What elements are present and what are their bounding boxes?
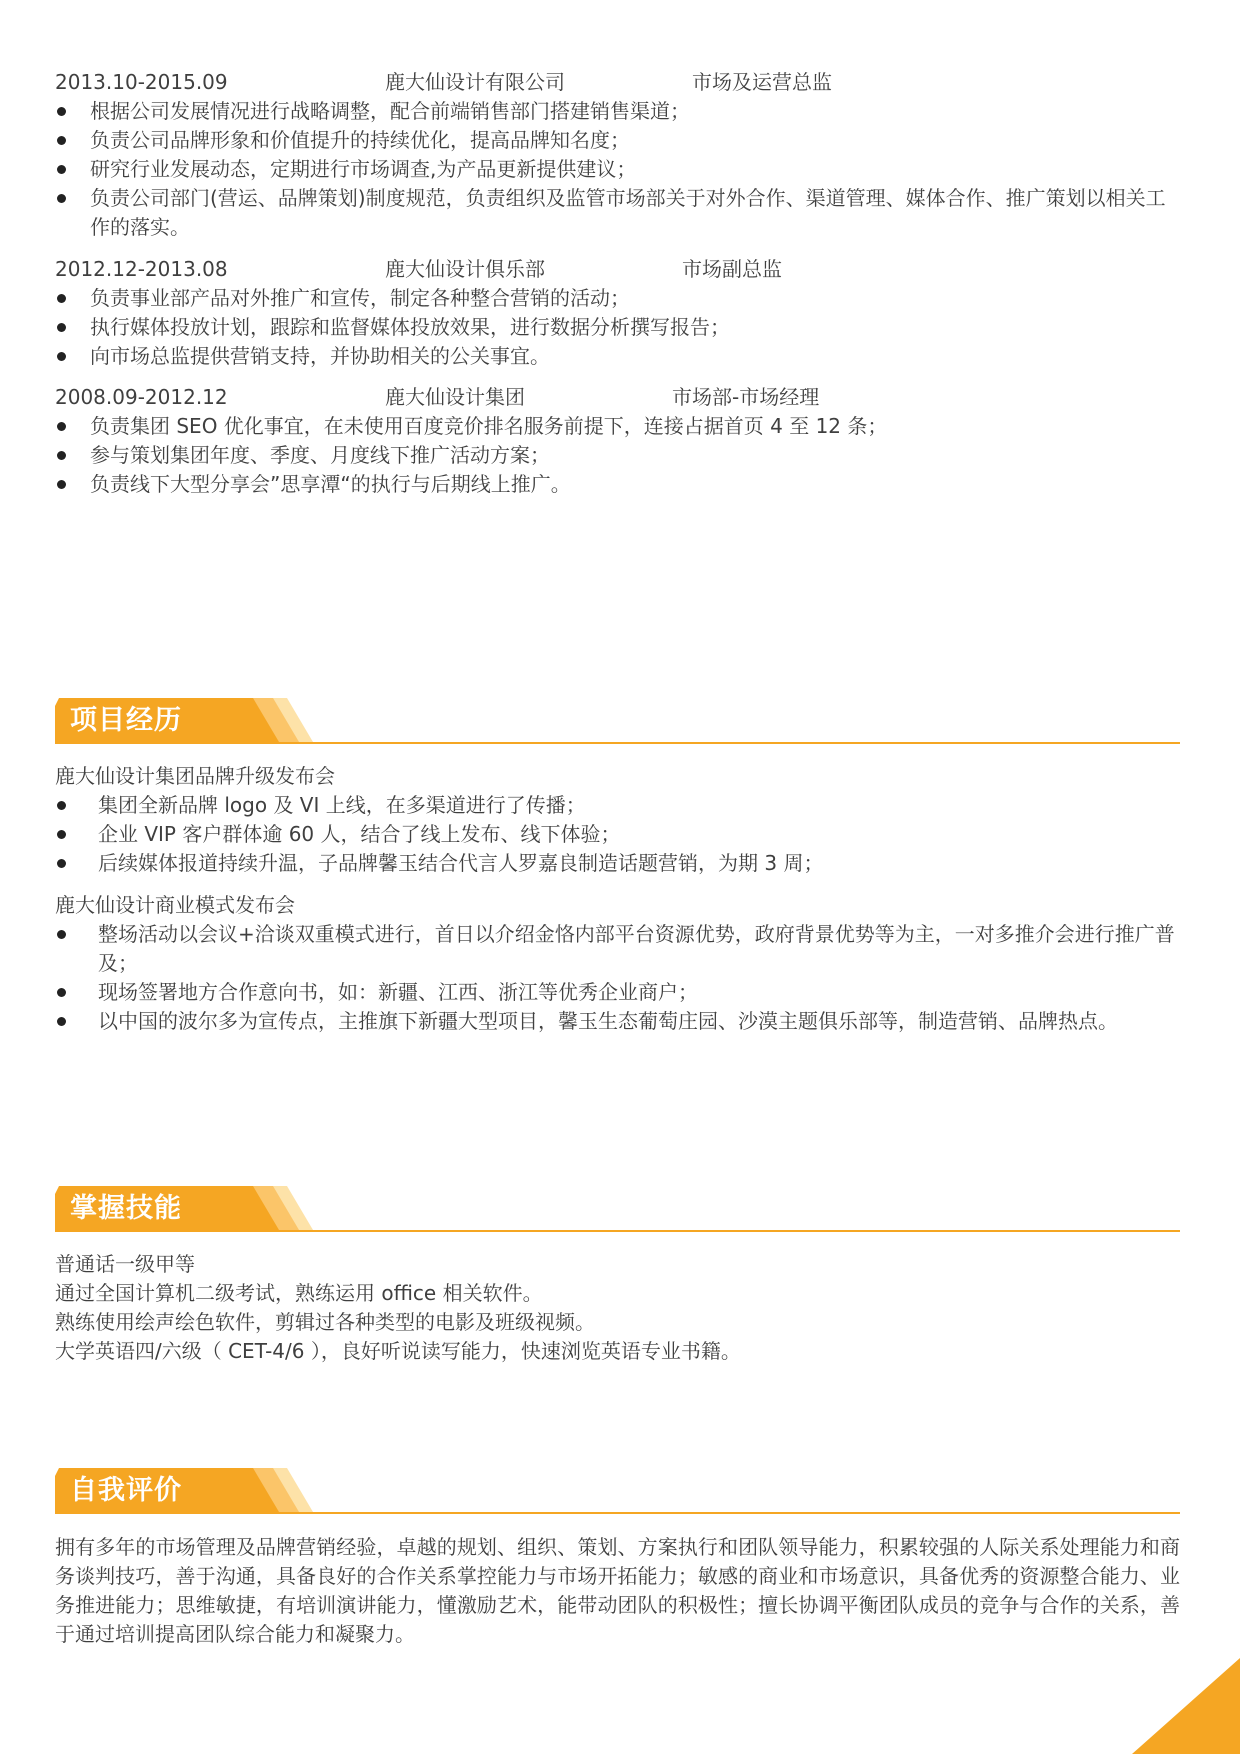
list-item: 现场签署地方合作意向书，如：新疆、江西、浙江等优秀企业商户； [55,978,1180,1007]
section-divider [55,1512,1180,1514]
section-divider [55,1230,1180,1232]
work-company: 鹿大仙设计集团 [385,385,525,409]
project-points [55,920,1180,1036]
list-item: 向市场总监提供营销支持，并协助相关的公关事宜。 [55,342,1180,371]
work-entry [55,68,1180,242]
work-entry [55,255,1180,371]
work-entry [55,383,1180,499]
work-period: 2008.09-2012.12 [55,385,228,409]
section-skills-header [55,1186,1180,1232]
work-title: 市场副总监 [682,257,782,281]
corner-decoration [1132,1658,1240,1754]
list-item: 执行媒体投放计划，跟踪和监督媒体投放效果，进行数据分析撰写报告； [55,313,1180,342]
list-item: 根据公司发展情况进行战略调整，配合前端销售部门搭建销售渠道； [55,97,1180,126]
work-company: 鹿大仙设计有限公司 [385,70,565,94]
list-item: 整场活动以会议+洽谈双重模式进行，首日以介绍金恪内部平台资源优势，政府背景优势等为主，一对多推介会进行推广普及； [55,920,1180,978]
project-entry [55,762,1180,878]
list-item: 以中国的波尔多为宣传点，主推旗下新疆大型项目，馨玉生态葡萄庄园、沙漠主题俱乐部等，制造营销、品牌热点。 [55,1007,1180,1036]
list-item: 负责线下大型分享会”思享潭“的执行与后期线上推广。 [55,470,1180,499]
work-company: 鹿大仙设计俱乐部 [385,257,545,281]
work-title: 市场及运营总监 [692,70,832,94]
list-item: 负责事业部产品对外推广和宣传，制定各种整合营销的活动； [55,284,1180,313]
work-entry-header [55,68,1180,97]
section-title: 项目经历 [70,705,182,736]
work-duties [55,412,1180,499]
skills-list [55,1250,1180,1366]
section-divider [55,742,1180,744]
work-duties [55,284,1180,371]
section-self-header [55,1468,1180,1514]
project-points [55,791,1180,878]
work-title: 市场部-市场经理 [672,385,820,409]
skill-line: 普通话一级甲等 [55,1252,195,1276]
list-item: 参与策划集团年度、季度、月度线下推广活动方案； [55,441,1180,470]
project-name: 鹿大仙设计集团品牌升级发布会 [55,764,335,788]
project-entry [55,891,1180,1036]
list-item: 负责集团 SEO 优化事宜，在未使用百度竞价排名服务前提下，连接占据首页 4 至 12 条； [55,412,1180,441]
list-item: 负责公司部门(营运、品牌策划)制度规范，负责组织及监管市场部关于对外合作、渠道管理、媒体合作、推广策划以相关工作的落实。 [55,184,1180,242]
list-item: 后续媒体报道持续升温，子品牌馨玉结合代言人罗嘉良制造话题营销，为期 3 周； [55,849,1180,878]
work-duties [55,97,1180,242]
work-entry-header [55,383,1180,412]
skill-line: 通过全国计算机二级考试，熟练运用 office 相关软件。 [55,1281,543,1305]
section-title: 掌握技能 [70,1193,182,1224]
work-period: 2012.12-2013.08 [55,257,228,281]
list-item: 负责公司品牌形象和价值提升的持续优化，提高品牌知名度； [55,126,1180,155]
section-projects-header [55,698,1180,744]
skill-line: 熟练使用绘声绘色软件，剪辑过各种类型的电影及班级视频。 [55,1310,595,1334]
self-evaluation-text: 拥有多年的市场管理及品牌营销经验，卓越的规划、组织、策划、方案执行和团队领导能力，积累较强的人际关系处理能力和商务谈判技巧，善于沟通，具备良好的合作关系掌控能力与市场开拓能力；敏感的商业和市场意识，具备优秀的资源整合能力、业务推进能力；思维敏捷，有培训演讲能力，懂激励艺术，能带动团队的积极性；擅长协调平衡团队成员的竞争与合作的关系，善于通过培训提高团队综合能力和凝聚力。 [55,1535,1180,1646]
section-title: 自我评价 [70,1475,182,1506]
list-item: 企业 VIP 客户群体逾 60 人，结合了线上发布、线下体验； [55,820,1180,849]
work-period: 2013.10-2015.09 [55,70,228,94]
skill-line: 大学英语四/六级（ CET-4/6 ），良好听说读写能力，快速浏览英语专业书籍。 [55,1339,741,1363]
project-name: 鹿大仙设计商业模式发布会 [55,893,295,917]
work-entry-header [55,255,1180,284]
list-item: 研究行业发展动态，定期进行市场调查,为产品更新提供建议； [55,155,1180,184]
list-item: 集团全新品牌 logo 及 VI 上线，在多渠道进行了传播； [55,791,1180,820]
